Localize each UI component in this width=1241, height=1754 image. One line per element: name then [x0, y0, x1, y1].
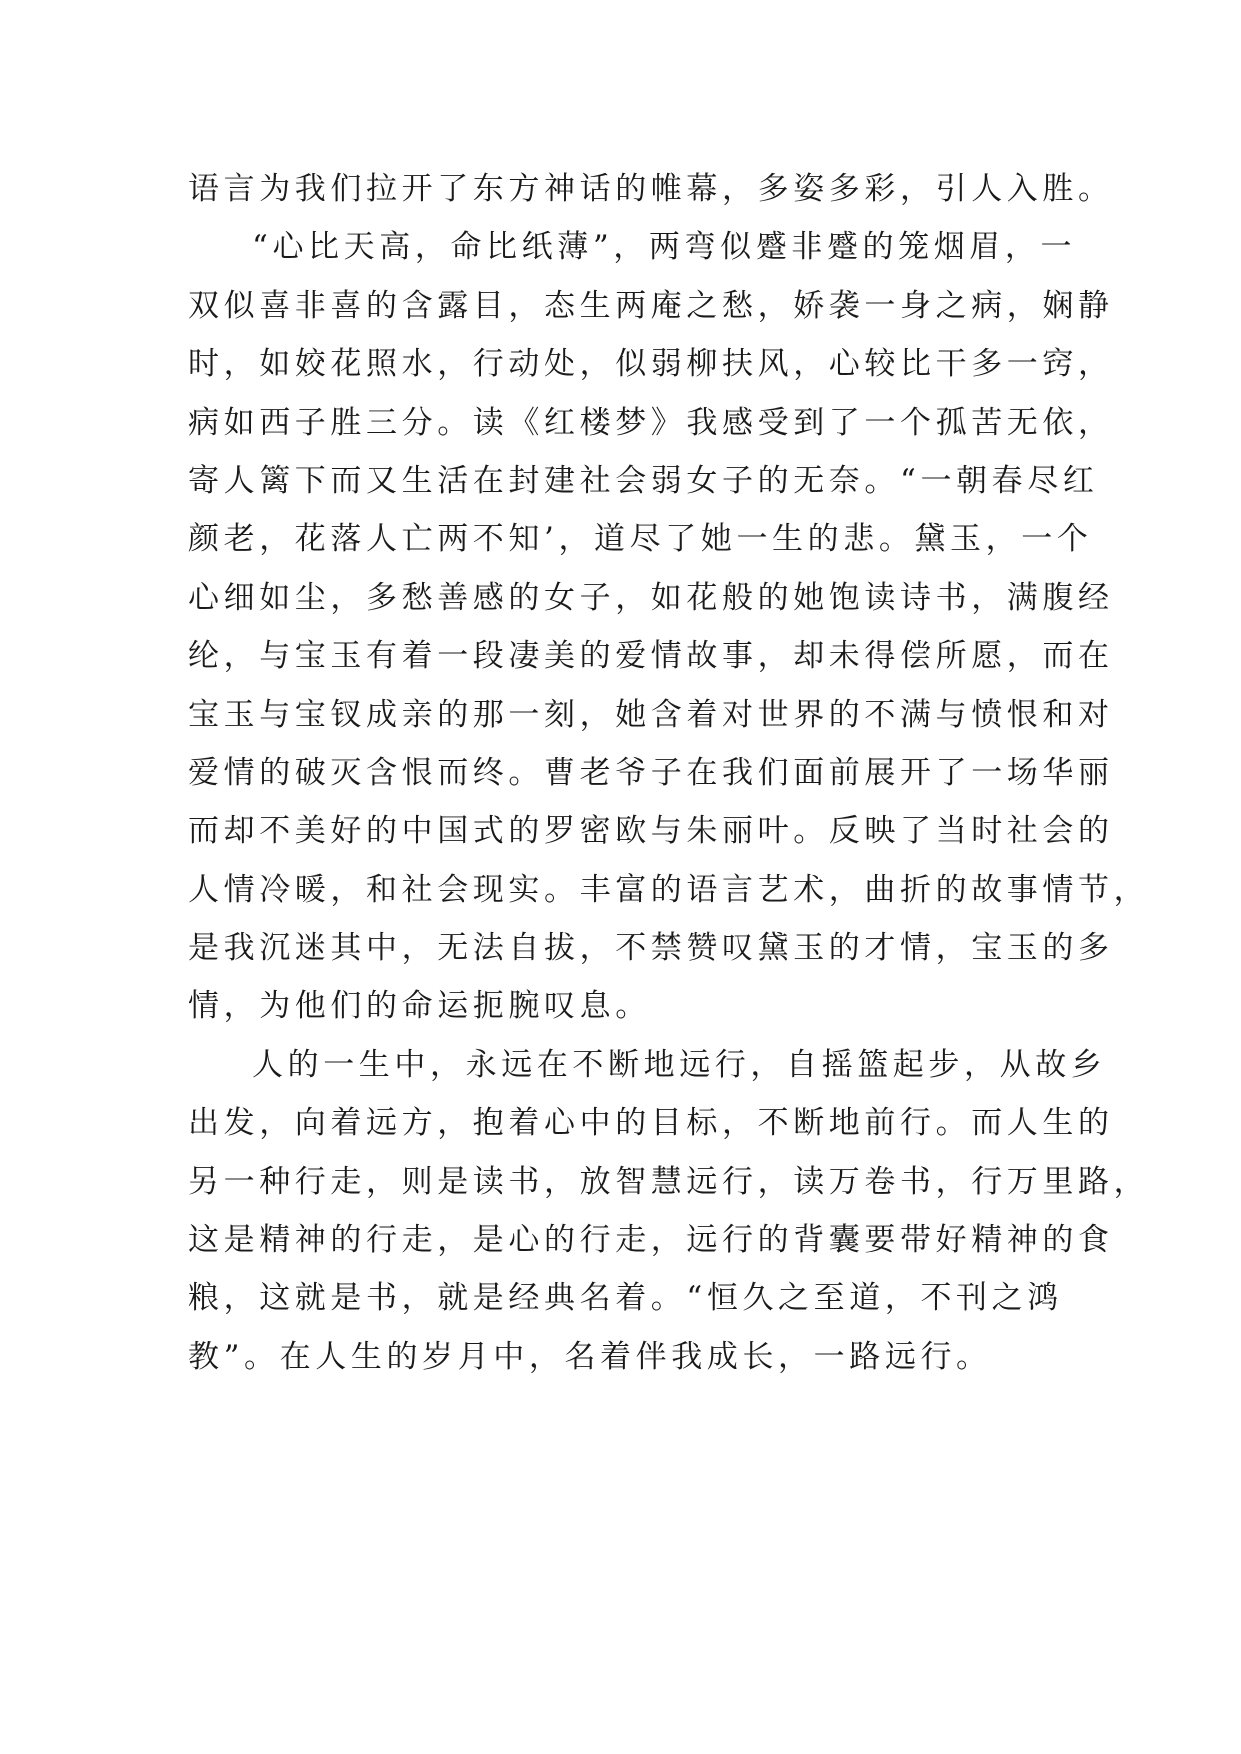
text-line: 这是精神的行走，是心的行走，远行的背囊要带好精神的食	[188, 1222, 1114, 1259]
text-line: 教”。在人生的岁月中，名着伴我成长，一路远行。	[188, 1338, 992, 1375]
text-line: “心比天高，命比纸薄”，两弯似蹙非蹙的笼烟眉，一	[252, 229, 1077, 266]
text-line: 宝玉与宝钗成亲的那一刻，她含着对世界的不满与愤恨和对	[188, 696, 1114, 733]
text-line: 双似喜非喜的含露目，态生两庵之愁，娇袭一身之病，娴静	[188, 287, 1114, 324]
text-line: 心细如尘，多愁善感的女子，如花般的她饱读诗书，满腹经	[188, 579, 1114, 616]
text-line: 时，如姣花照水，行动处，似弱柳扶风，心较比干多一窍，	[188, 346, 1114, 383]
text-line: 出发，向着远方，抱着心中的目标，不断地前行。而人生的	[188, 1105, 1114, 1142]
text-line: 而却不美好的中国式的罗密欧与朱丽叶。反映了当时社会的	[188, 813, 1114, 850]
body-text	[188, 160, 1150, 1386]
text-line: 寄人篱下而又生活在封建社会弱女子的无奈。“一朝春尽红	[188, 462, 1099, 499]
text-line: 情，为他们的命运扼腕叹息。	[188, 988, 651, 1025]
text-line: 纶，与宝玉有着一段凄美的爱情故事，却未得偿所愿，而在	[188, 638, 1114, 675]
text-line: 爱情的破灭含恨而终。曹老爷子在我们面前展开了一场华丽	[188, 754, 1114, 791]
text-line: 是我沉迷其中，无法自拔，不禁赞叹黛玉的才情，宝玉的多	[188, 930, 1114, 967]
text-line: 病如西子胜三分。读《红楼梦》我感受到了一个孤苦无依，	[188, 404, 1114, 441]
text-line: 人的一生中，永远在不断地远行，自摇篮起步，从故乡	[252, 1046, 1107, 1083]
text-line: 人情冷暖，和社会现实。丰富的语言艺术，曲折的故事情节，	[188, 871, 1150, 908]
text-line: 颜老，花落人亡两不知’，道尽了她一生的悲。黛玉，一个	[188, 521, 1093, 558]
text-line: 粮，这就是书，就是经典名着。“恒久之至道，不刊之鸿	[188, 1280, 1063, 1317]
text-line: 另一种行走，则是读书，放智慧远行，读万卷书，行万里路，	[188, 1163, 1150, 1200]
text-line: 语言为我们拉开了东方神话的帷幕，多姿多彩，引人入胜。	[188, 171, 1114, 207]
